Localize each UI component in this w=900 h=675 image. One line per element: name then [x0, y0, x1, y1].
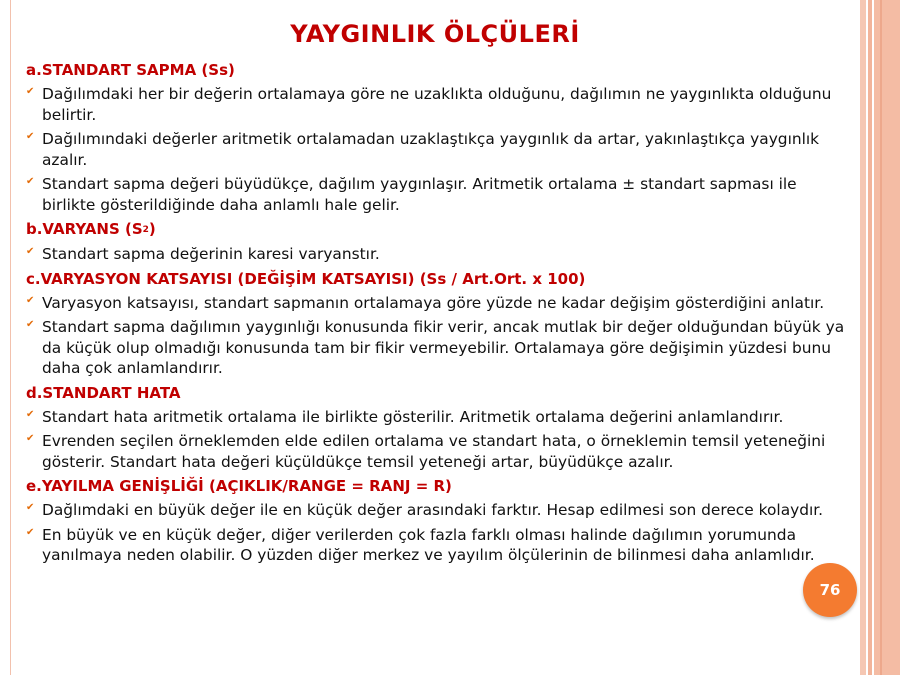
bullet-item: [26, 129, 846, 170]
bullet-item: [26, 407, 846, 428]
bullet-text: Dağılımındaki değerler aritmetik ortalamadan uzaklaştıkça yaygınlık da artar, yakınlaştıkça yaygınlık azalır.: [42, 130, 820, 169]
check-icon: ✔: [26, 246, 35, 257]
slide-title: YAYGINLIK ÖLÇÜLERİ: [290, 20, 580, 48]
bullet-item: [26, 525, 846, 566]
check-icon: ✔: [26, 502, 35, 513]
bullet-text: En büyük ve en küçük değer, diğer verilerden çok fazla farklı olması halinde dağılımın yorumunda yanılmaya neden olabilir. O yüzden diğer merkez ve yayılım ölçülerinin de bilinmesi daha anlamlıdır.: [42, 525, 815, 564]
section-heading: d.STANDART HATA: [26, 383, 181, 402]
left-border-line: [10, 0, 11, 675]
bullet-item: [26, 500, 846, 521]
check-icon: ✔: [26, 176, 35, 187]
bullet-text: Evrenden seçilen örneklemden elde edilen ortalama ve standart hata, o örneklemin temsil yeteneğini gösterir. Standart hata değeri küçüldükçe temsil yeteneği artar, büyüdükçe azalır.: [42, 432, 826, 471]
check-icon: ✔: [26, 433, 35, 444]
slide-content: [26, 60, 846, 570]
page-number-badge: 76: [803, 563, 857, 617]
band-stripe: [874, 0, 900, 675]
check-icon: ✔: [26, 131, 35, 142]
heading-superscript: 2: [142, 225, 149, 235]
bullet-item: [26, 431, 846, 472]
right-decorative-band: [860, 0, 900, 675]
bullet-text: Standart sapma değeri büyüdükçe, dağılım yaygınlaşır. Aritmetik ortalama ± standart sapması ile birlikte gösterildiğinde daha anlamlı hale gelir.: [42, 175, 797, 214]
heading-text-end: ): [148, 220, 156, 238]
heading-text: b.VARYANS (S: [26, 220, 143, 238]
bullet-item: [26, 174, 846, 215]
section-heading: c.VARYASYON KATSAYISI (DEĞİŞİM KATSAYISI) (Ss / Art.Ort. x 100): [26, 269, 586, 288]
check-icon: ✔: [26, 86, 35, 97]
band-stripe: [860, 0, 866, 675]
bullet-item: [26, 317, 846, 379]
bullet-text: Varyasyon katsayısı, standart sapmanın ortalamaya göre yüzde ne kadar değişim gösterdiğini anlatır.: [42, 293, 825, 312]
bullet-text: Standart hata aritmetik ortalama ile birlikte gösterilir. Aritmetik ortalama değerini anlamlandırır.: [42, 407, 784, 426]
bullet-text: Standart sapma değerinin karesi varyanstır.: [42, 245, 380, 263]
bullet-item: [26, 244, 846, 265]
check-icon: ✔: [26, 526, 35, 538]
check-icon: ✔: [26, 319, 35, 330]
section-heading: a.STANDART SAPMA (Ss): [26, 61, 235, 79]
section-heading: e.YAYILMA GENİŞLİĞİ (AÇIKLIK/RANGE = RANJ = R): [26, 477, 452, 495]
bullet-item: [26, 293, 846, 314]
bullet-item: [26, 84, 846, 125]
band-stripe: [880, 0, 882, 675]
check-icon: ✔: [26, 408, 35, 420]
bullet-text: Dağılımdaki her bir değerin ortalamaya göre ne uzaklıkta olduğunu, dağılımın ne yaygınlıkta olduğunu belirtir.: [42, 85, 832, 124]
band-stripe: [868, 0, 872, 675]
bullet-text: Dağlımdaki en büyük değer ile en küçük değer arasındaki farktır. Hesap edilmesi son derece kolaydır.: [42, 501, 824, 519]
section-heading: [26, 219, 846, 240]
bullet-text: Standart sapma dağılımın yaygınlığı konusunda fikir verir, ancak mutlak bir değer olduğundan büyük ya da küçük olup olmadığı konusunda tam bir fikir vermeyebilir. Ortalamaya göre değişimin yüzdesi bunu daha çok anlamlandırır.: [42, 318, 845, 377]
check-icon: ✔: [26, 294, 35, 306]
